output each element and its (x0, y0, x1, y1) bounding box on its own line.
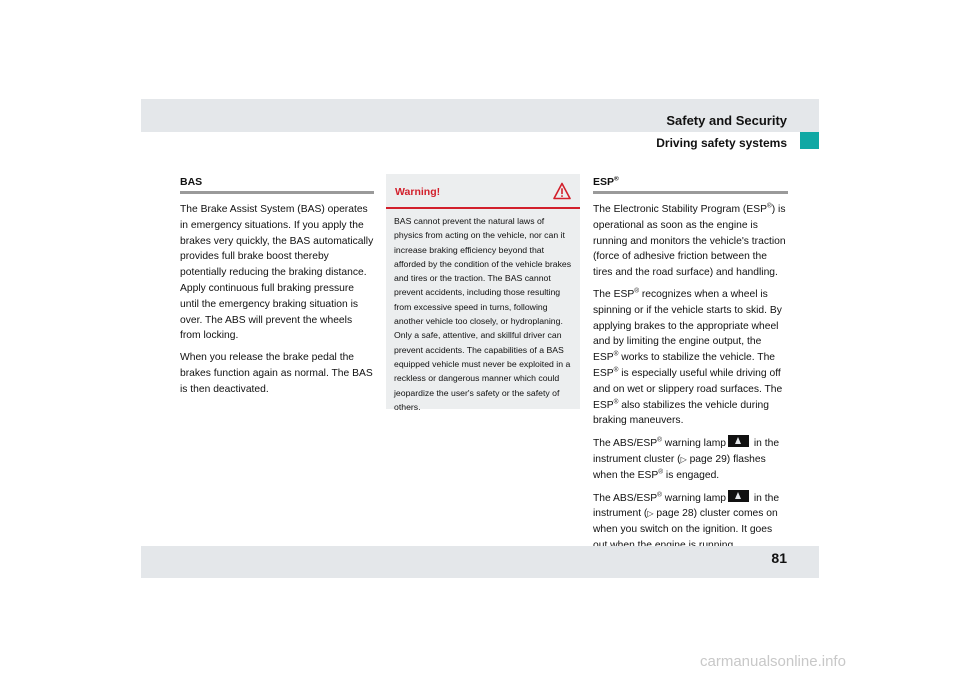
page-reference-icon: ▷ (647, 509, 654, 519)
esp-title-text: ESP (593, 176, 615, 188)
footer-band (141, 546, 819, 578)
esp-paragraph-4: The ABS/ESP® warning lamp in the instrument (▷ page 28) cluster comes on when you switch on the ignition. It goes (593, 491, 780, 536)
warning-text: BAS cannot prevent the natural laws of physics from acting on the vehicle, nor can it increase braking efficiency beyond that afforded by the condition of the vehicle brakes and tires or the traction. The BAS cannot prevent accidents, including those resulting from excessive speed in turns, following another vehicle too closely, or hydroplaning. Only a safe, attentive, and skillful driver can prevent accidents. The capabilities of a BAS equipped vehicle must never be exploited in a reckless or dangerous manner which could jeopardize the user's safety or the safety of others. (394, 216, 572, 412)
esp-title (593, 176, 788, 194)
warning-triangle-icon (553, 182, 571, 200)
esp-paragraph-1: The Electronic Stability Program (ESP®) is operational as soon as the engine is running and monitors the vehicle's traction (force of adhesive friction between the tires and the road surface) and handling. (593, 202, 786, 279)
esp-paragraph-3: The ABS/ESP® warning lamp in the instrument cluster (▷ page 29) flashes when the ESP® is engaged. (593, 436, 780, 481)
header-title: Safety and Security (666, 113, 787, 128)
page-reference-icon: ▷ (680, 454, 687, 464)
registered-mark: ® (614, 175, 619, 183)
warning-title: Warning! (395, 186, 441, 198)
esp-warning-lamp-icon (728, 490, 749, 502)
bas-section (180, 176, 374, 404)
warning-header (386, 174, 580, 209)
bas-paragraph-1: The Brake Assist System (BAS) operates in emergency situations. If you apply the brakes very quickly, the BAS automatically provides full brake boost thereby potentially reducing the braking distance. Apply continuous full braking pressure until the emergency braking situation is over. The ABS will prevent the wheels from locking. (180, 204, 374, 342)
bas-title: BAS (180, 176, 374, 194)
esp-warning-lamp-icon (728, 435, 749, 447)
esp-paragraph-2: The ESP® recognizes when a wheel is spinning or if the vehicle starts to skid. By applying brakes to the appropriate wheel and by limiting the engine output, the ESP® works to stabilize the vehicle. The ESP® is especially useful while driving off and on wet or slippery road surfaces. The ESP® also stabilizes the vehicle during braking maneuvers. (593, 287, 783, 427)
bas-paragraph-2: When you release the brake pedal the brakes function again as normal. The BAS is then deactivated. (180, 352, 373, 395)
header-subtitle: Driving safety systems (656, 136, 787, 150)
warning-box (386, 174, 580, 412)
watermark: carmanualsonline.info (700, 653, 846, 670)
esp-section (593, 176, 788, 560)
section-accent-tab (800, 132, 819, 149)
page-number: 81 (771, 550, 787, 566)
